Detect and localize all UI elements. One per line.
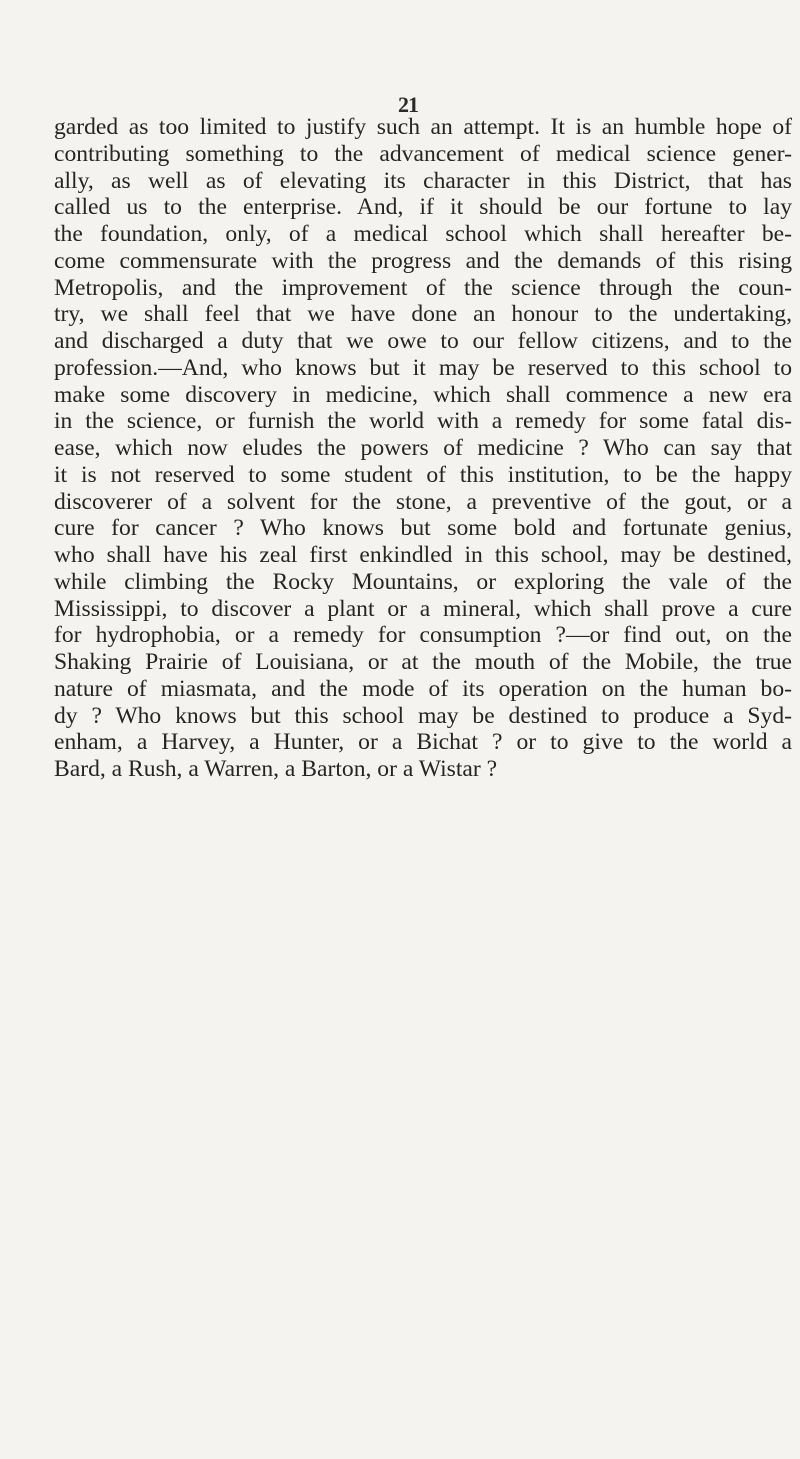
text-line: ease, which now eludes the powers of medicine ? Who can say that — [54, 435, 792, 461]
text-line: the foundation, only, of a medical school which shall hereafter be- — [54, 221, 792, 247]
text-line: make some discovery in medicine, which shall commence a new era — [54, 381, 792, 408]
text-line: contributing something to the advancement of medical science gener- — [54, 140, 792, 167]
text-line: try, we shall feel that we have done an honour to the undertaking, — [54, 301, 792, 328]
text-line: come commensurate with the progress and the demands of this rising — [54, 247, 792, 274]
text-line: profession.—And, who knows but it may be reserved to this school to — [54, 354, 792, 381]
text-line: and discharged a duty that we owe to our fellow citizens, and to the — [54, 328, 792, 354]
text-line: ally, as well as of elevating its character in this District, that has — [54, 167, 792, 194]
text-line: called us to the enterprise. And, if it should be our fortune to lay — [54, 194, 792, 221]
text-line: Shaking Prairie of Louisiana, or at the mouth of the Mobile, the true — [54, 649, 792, 675]
page-number: 21 — [398, 92, 418, 117]
text-line: Mississippi, to discover a plant or a mineral, which shall prove a cure — [54, 595, 792, 622]
text-line: nature of miasmata, and the mode of its operation on the human bo- — [54, 675, 792, 702]
text-line: enham, a Harvey, a Hunter, or a Bichat ? or to give to the world a — [54, 729, 792, 756]
text-line: for hydrophobia, or a remedy for consumption ?—or find out, on the — [54, 622, 792, 649]
text-line: garded as too limited to justify such an attempt. It is an humble hope of — [54, 114, 792, 140]
text-line: in the science, or furnish the world with a remedy for some fatal dis- — [54, 408, 792, 435]
text-line: it is not reserved to some student of this institution, to be the happy — [54, 461, 792, 488]
text-line: Bard, a Rush, a Warren, a Barton, or a Wistar ? — [54, 756, 498, 782]
text-line: Metropolis, and the improvement of the science through the coun- — [54, 274, 792, 301]
text-line: who shall have his zeal first enkindled in this school, may be destined, — [54, 542, 792, 568]
text-line: dy ? Who knows but this school may be destined to produce a Syd- — [54, 702, 792, 729]
text-line: discoverer of a solvent for the stone, a preventive of the gout, or a — [54, 488, 792, 515]
text-line: while climbing the Rocky Mountains, or exploring the vale of the — [54, 568, 792, 595]
text-line: cure for cancer ? Who knows but some bold and fortunate genius, — [54, 515, 792, 542]
body-paragraph — [54, 114, 796, 783]
